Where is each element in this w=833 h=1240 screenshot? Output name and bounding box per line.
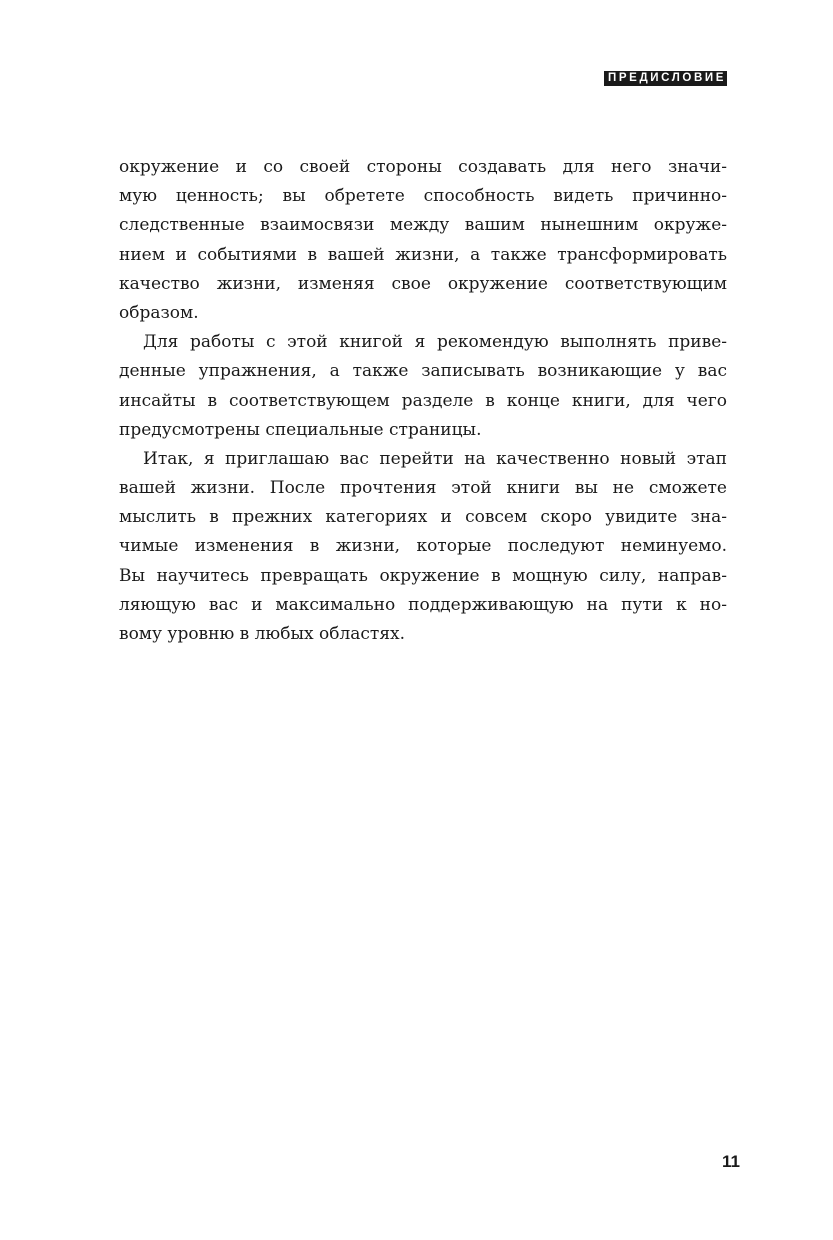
paragraph-3 — [119, 445, 727, 649]
text-line: мую ценность; вы обретете способность видеть причинно- — [119, 186, 727, 207]
text-line: мыслить в прежних категориях и совсем скоро увидите зна- — [119, 507, 727, 528]
text-line: Вы научитесь превращать окружение в мощную силу, направ- — [119, 565, 727, 586]
text-line: образом. — [119, 302, 199, 323]
text-line: денные упражнения, а также записывать возникающие у вас — [119, 361, 727, 382]
text-line: ляющую вас и максимально поддерживающую на пути к но- — [119, 594, 727, 615]
paragraph-1 — [119, 153, 727, 328]
running-head: ПРЕДИСЛОВИЕ — [604, 71, 727, 86]
text-line: Итак, я приглашаю вас перейти на качественно новый этап — [143, 448, 727, 469]
text-line: вашей жизни. После прочтения этой книги вы не сможете — [119, 478, 727, 499]
text-line: нием и событиями в вашей жизни, а также трансформировать — [119, 244, 727, 265]
page-number: 11 — [722, 1152, 740, 1171]
body-text — [119, 153, 727, 649]
text-line: предусмотрены специальные страницы. — [119, 419, 482, 440]
text-line: Для работы с этой книгой я рекомендую выполнять приве- — [143, 332, 727, 353]
text-line: следственные взаимосвязи между вашим нынешним окруже- — [119, 215, 727, 236]
text-line: окружение и со своей стороны создавать для него значи- — [119, 157, 727, 177]
text-line: вому уровню в любых областях. — [119, 624, 406, 644]
text-line: качество жизни, изменяя свое окружение соответствующим — [119, 273, 727, 294]
text-line: чимые изменения в жизни, которые последуют неминуемо. — [119, 536, 727, 557]
text-line: инсайты в соответствующем разделе в конце книги, для чего — [119, 390, 727, 411]
paragraph-2 — [119, 328, 727, 445]
